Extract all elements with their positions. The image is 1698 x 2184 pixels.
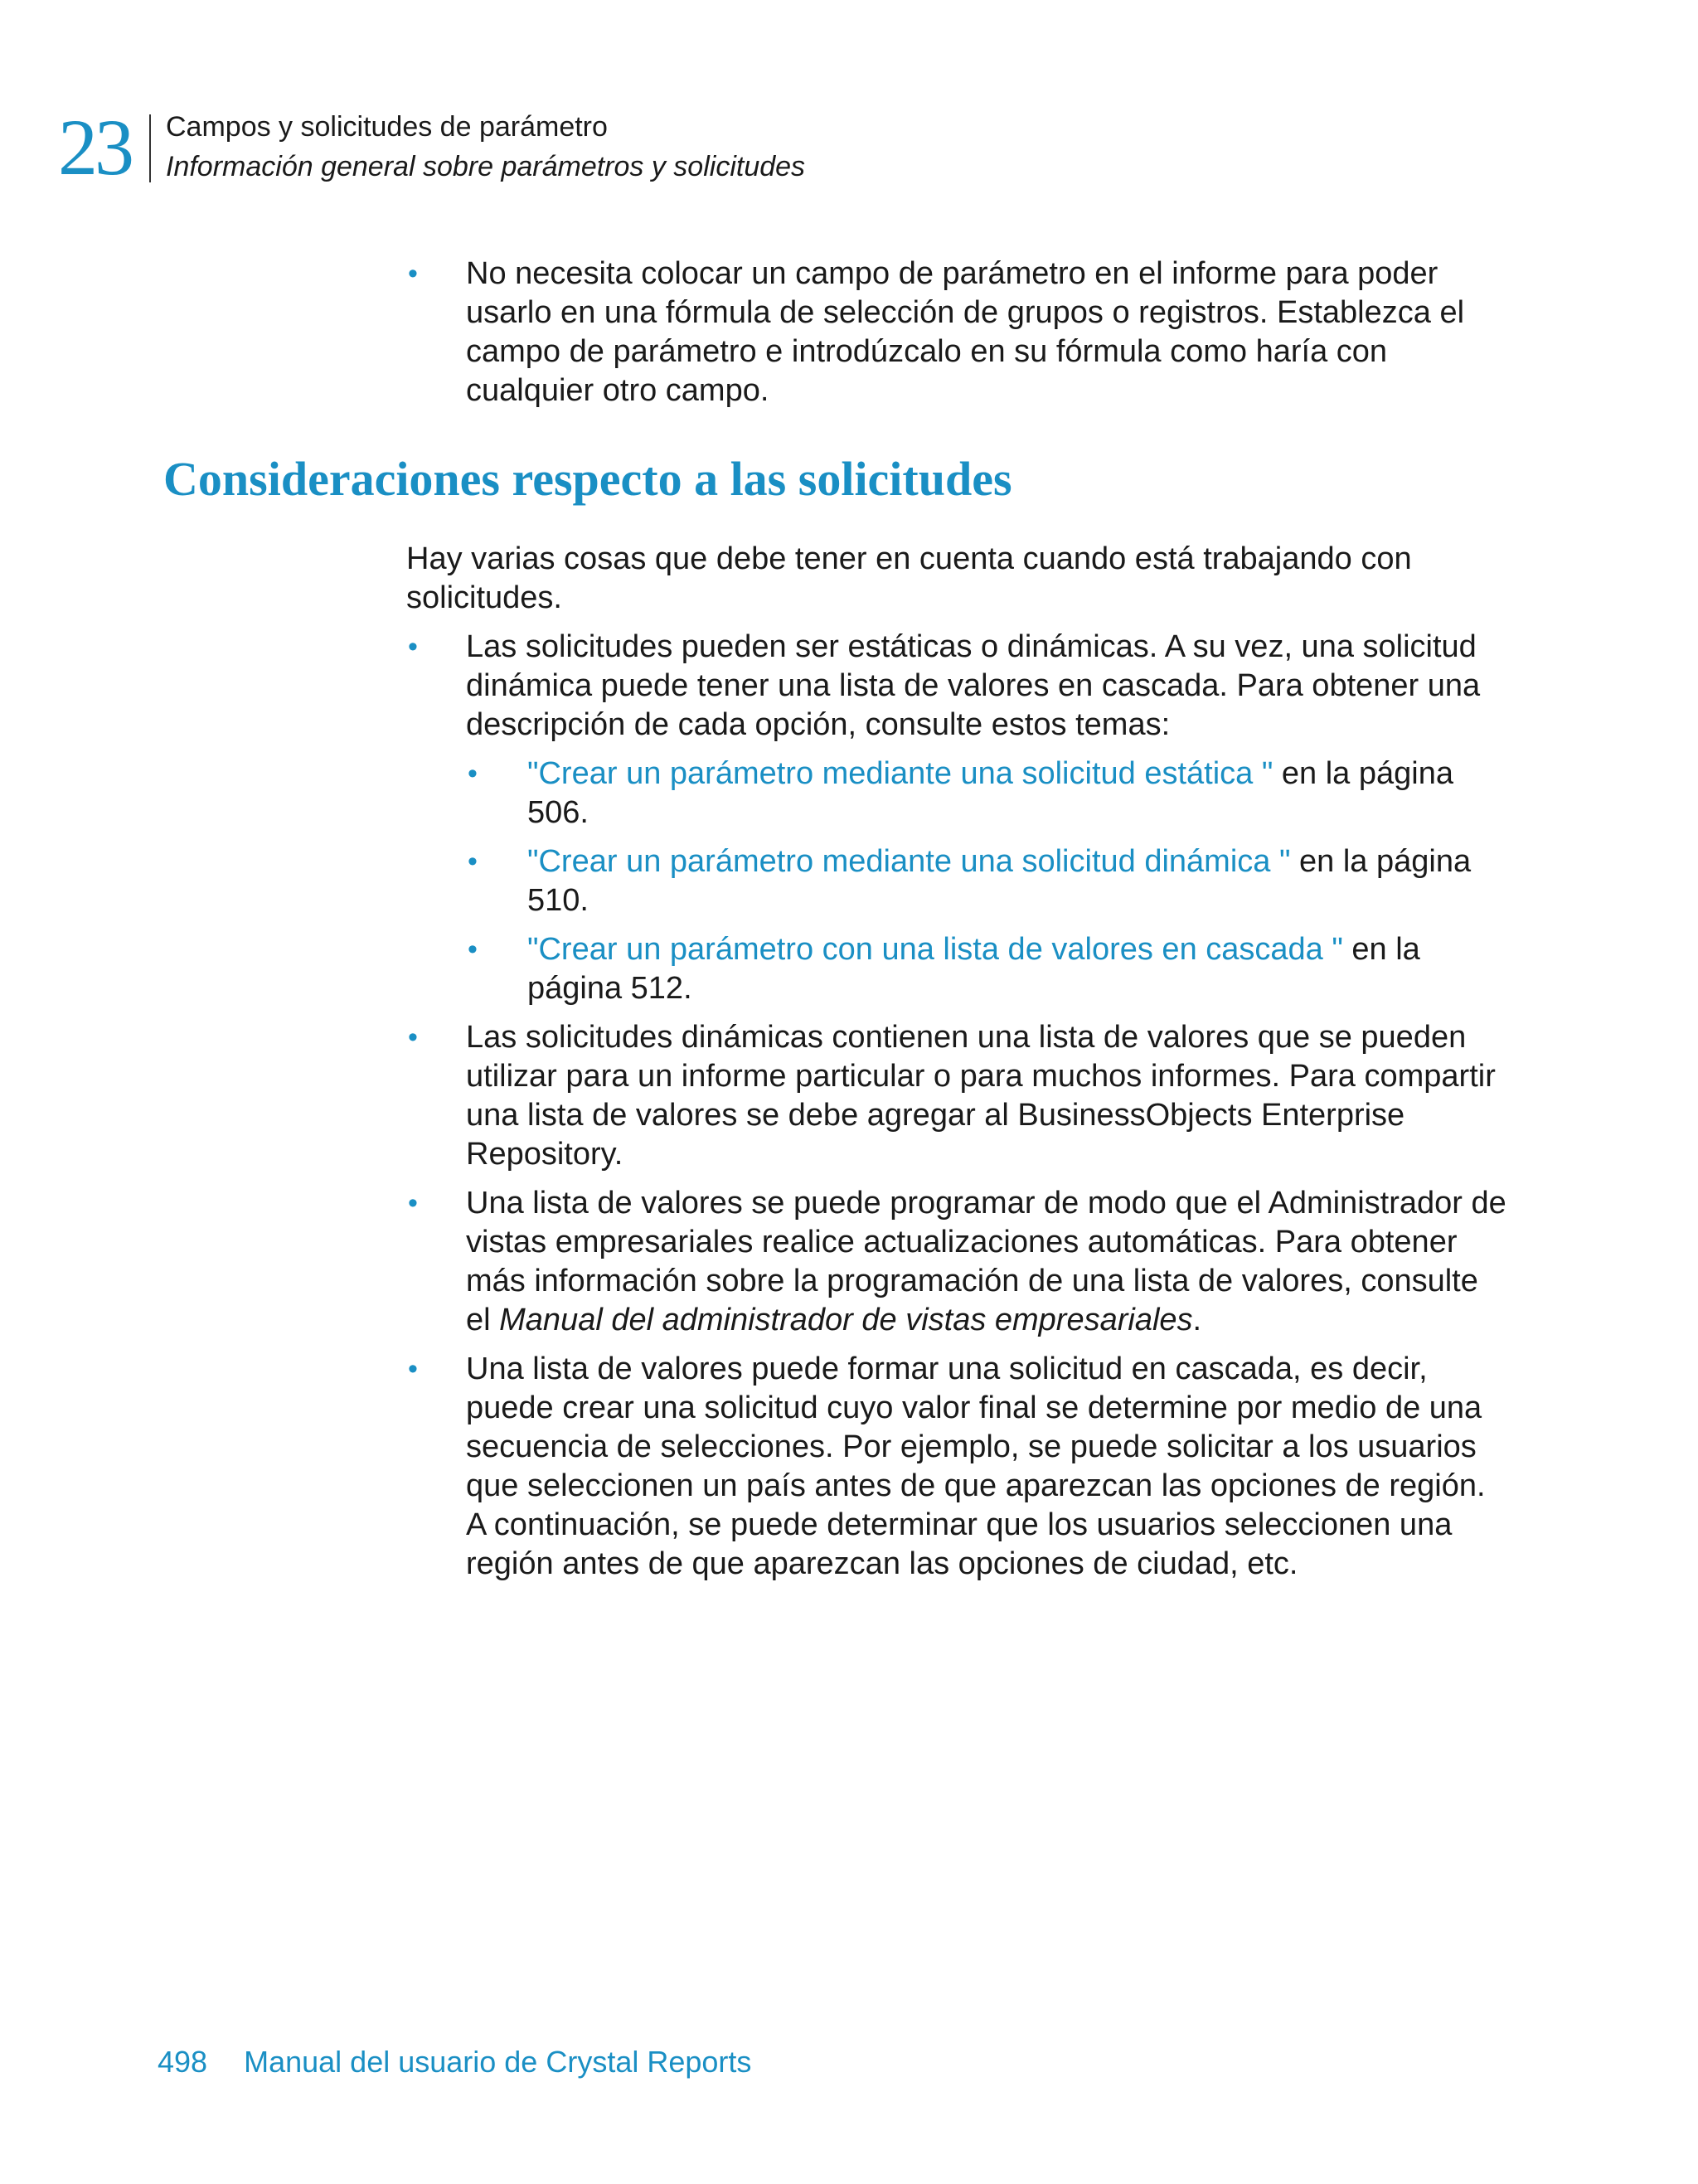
top-bullet-list: [406, 255, 1509, 420]
list-item-text: Las solicitudes dinámicas contienen una lista de valores que se pueden utilizar para un informe particular o para muchos informes. Para compartir una lista de valores se debe agregar al BusinessObjects Enterprise Repository.: [466, 1020, 1496, 1172]
sublist-item: [466, 930, 1509, 1008]
page-number: 498: [158, 2045, 208, 2079]
page-reference: en la página 506.: [527, 756, 1453, 830]
link-cascading-prompt[interactable]: "Crear un parámetro con una lista de valores en cascada ": [527, 932, 1343, 967]
chapter-title: Campos y solicitudes de parámetro: [166, 111, 608, 143]
manual-title: Manual del usuario de Crystal Reports: [244, 2045, 752, 2079]
bullet-icon: •: [408, 1353, 418, 1385]
bullet-icon: •: [468, 934, 478, 965]
list-item: [406, 255, 1509, 410]
bullet-icon: •: [468, 758, 478, 789]
section-subtitle: Información general sobre parámetros y solicitudes: [166, 151, 806, 182]
bullet-icon: •: [408, 1022, 418, 1053]
list-item: [406, 628, 1509, 1008]
link-dynamic-prompt[interactable]: "Crear un parámetro mediante una solicitud dinámica ": [527, 844, 1291, 879]
list-item-text: No necesita colocar un campo de parámetro en el informe para poder usarlo en una fórmula de selección de grupos o registros. Establezca el campo de parámetro e introdúzcalo en su fórmula como haría con cualquier otro campo.: [466, 256, 1465, 408]
sublist-item: [466, 755, 1509, 832]
list-item: [406, 1018, 1509, 1174]
sublist-item: [466, 842, 1509, 920]
page-reference: en la página 512.: [527, 932, 1420, 1006]
main-bullet-list: [406, 628, 1509, 1594]
manual-title-italic: Manual del administrador de vistas empresariales: [499, 1303, 1193, 1337]
header-divider: [149, 114, 151, 182]
bullet-icon: •: [408, 631, 418, 662]
list-item-text: Una lista de valores puede formar una solicitud en cascada, es decir, puede crear una solicitud cuyo valor final se determine por medio de una secuencia de selecciones. Por ejemplo, se puede solicitar a los usuarios que seleccionen un país antes de que aparezcan las opciones de región. A continuación, se puede determinar que los usuarios seleccionen una región antes de que aparezcan las opciones de ciudad, etc.: [466, 1352, 1486, 1581]
intro-paragraph: Hay varias cosas que debe tener en cuenta cuando está trabajando con solicitudes.: [406, 541, 1412, 615]
topics-sublist: [466, 755, 1509, 1008]
page-footer: [158, 2045, 751, 2080]
list-item-text: Las solicitudes pueden ser estáticas o dinámicas. A su vez, una solicitud dinámica puede tener una lista de valores en cascada. Para obtener una descripción de cada opción, consulte estos temas:: [466, 629, 1481, 742]
list-item-text-end: .: [1192, 1303, 1202, 1337]
section-heading: Consideraciones respecto a las solicitudes: [163, 452, 1012, 506]
bullet-icon: •: [468, 846, 478, 877]
chapter-number: 23: [58, 103, 131, 192]
link-static-prompt[interactable]: "Crear un parámetro mediante una solicitud estática ": [527, 756, 1274, 791]
bullet-icon: •: [408, 258, 418, 289]
list-item: [406, 1350, 1509, 1584]
bullet-icon: •: [408, 1187, 418, 1219]
list-item: [406, 1184, 1509, 1340]
page-reference: en la página 510.: [527, 844, 1472, 918]
list-item-text: Una lista de valores se puede programar de modo que el Administrador de vistas empresariales realice actualizaciones automáticas. Para obtener más información sobre la programación de una lista de valores, consulte el: [466, 1186, 1506, 1337]
